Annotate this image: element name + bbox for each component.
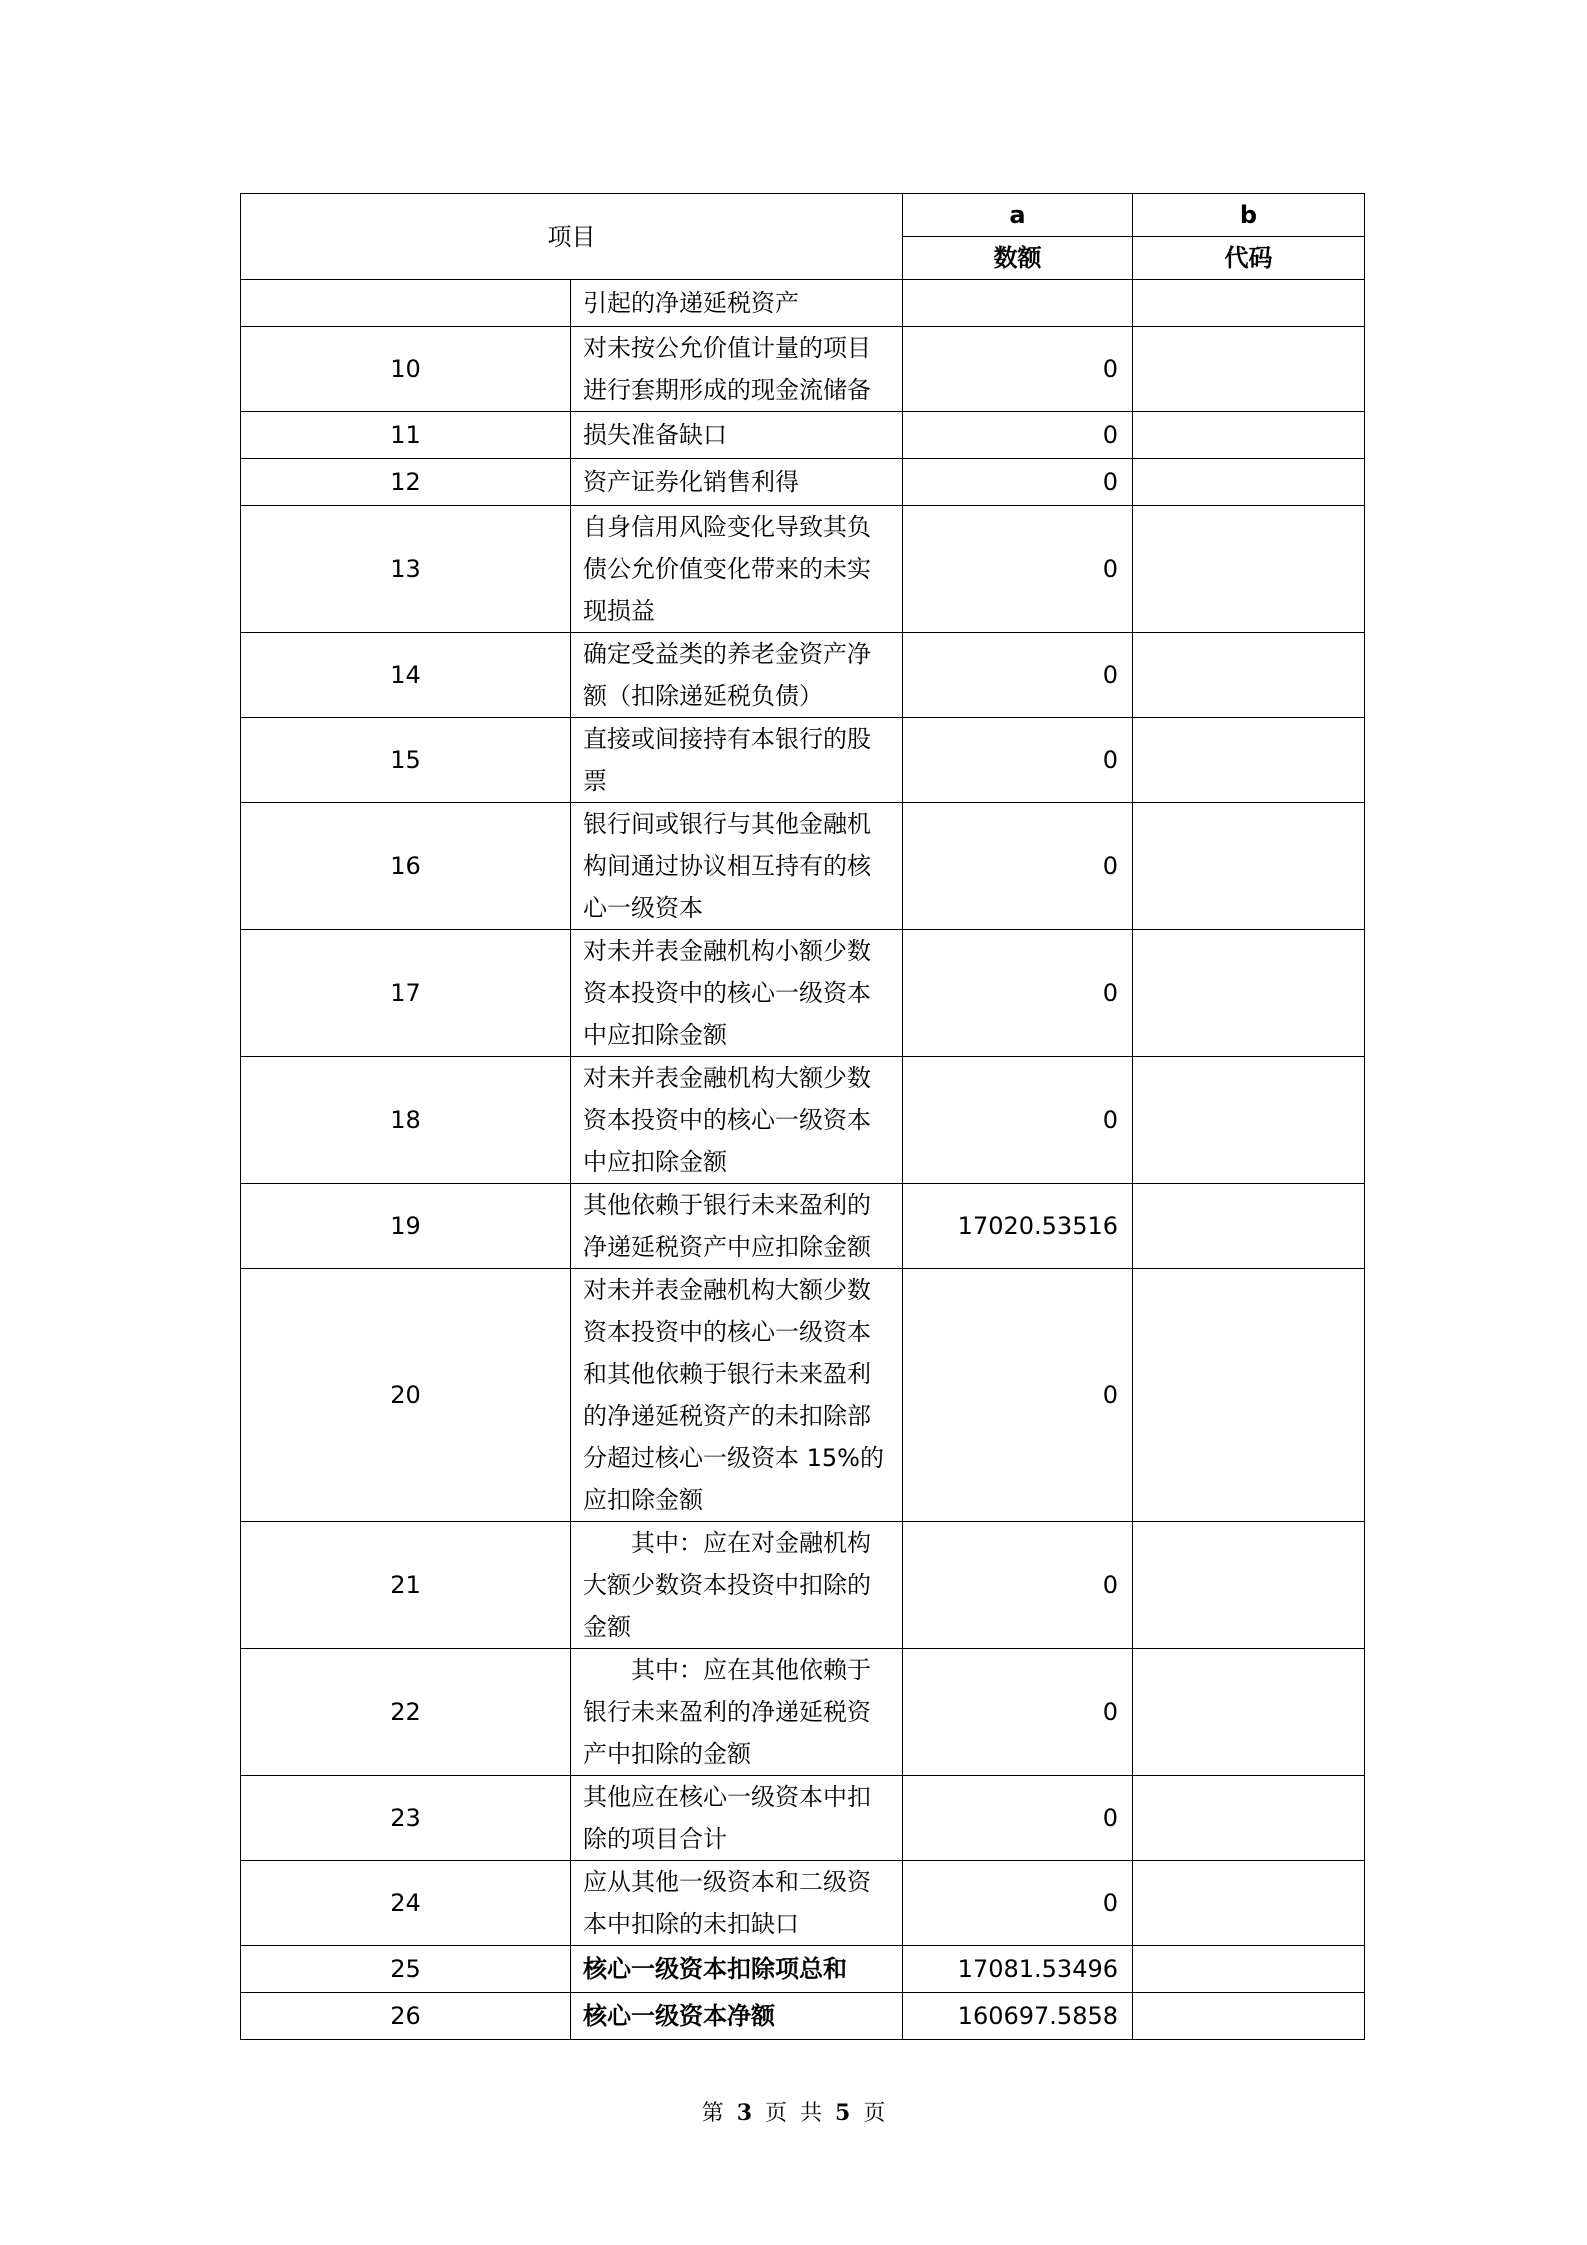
row-code (1133, 1522, 1365, 1649)
row-code (1133, 459, 1365, 506)
row-value: 0 (903, 930, 1133, 1057)
row-value: 0 (903, 459, 1133, 506)
row-label: 银行间或银行与其他金融机构间通过协议相互持有的核心一级资本 (571, 803, 903, 930)
table-row (241, 1861, 1365, 1946)
row-number: 15 (241, 718, 571, 803)
table-row (241, 1946, 1365, 1993)
row-value: 0 (903, 1861, 1133, 1946)
table-row (241, 803, 1365, 930)
row-code (1133, 412, 1365, 459)
table-row (241, 280, 1365, 327)
row-code (1133, 327, 1365, 412)
footer-prefix: 第 (701, 2101, 724, 2126)
row-number: 14 (241, 633, 571, 718)
table-row (241, 633, 1365, 718)
footer-page-number: 3 (736, 2100, 752, 2126)
row-label: 损失准备缺口 (571, 412, 903, 459)
row-value: 0 (903, 327, 1133, 412)
row-code (1133, 633, 1365, 718)
row-label: 对未并表金融机构大额少数资本投资中的核心一级资本和其他依赖于银行未来盈利的净递延税资产的未扣除部分超过核心一级资本 15%的应扣除金额 (571, 1269, 903, 1522)
row-number: 24 (241, 1861, 571, 1946)
row-value: 0 (903, 718, 1133, 803)
row-number: 16 (241, 803, 571, 930)
row-number: 26 (241, 1993, 571, 2040)
row-label: 引起的净递延税资产 (571, 280, 903, 327)
row-label: 其他依赖于银行未来盈利的净递延税资产中应扣除金额 (571, 1184, 903, 1269)
footer-suffix: 页 (863, 2101, 886, 2126)
row-number: 13 (241, 506, 571, 633)
table-row (241, 930, 1365, 1057)
row-code (1133, 1649, 1365, 1776)
row-label: 应从其他一级资本和二级资本中扣除的未扣缺口 (571, 1861, 903, 1946)
table-row (241, 412, 1365, 459)
row-value: 0 (903, 1057, 1133, 1184)
row-label: 对未并表金融机构大额少数资本投资中的核心一级资本中应扣除金额 (571, 1057, 903, 1184)
row-code (1133, 1946, 1365, 1993)
row-code (1133, 930, 1365, 1057)
row-number: 11 (241, 412, 571, 459)
row-value: 0 (903, 803, 1133, 930)
row-label: 自身信用风险变化导致其负债公允价值变化带来的未实现损益 (571, 506, 903, 633)
row-value: 0 (903, 1776, 1133, 1861)
row-number: 10 (241, 327, 571, 412)
row-code (1133, 1184, 1365, 1269)
footer-middle: 页 共 (765, 2101, 822, 2126)
table-row (241, 459, 1365, 506)
row-number: 21 (241, 1522, 571, 1649)
row-code (1133, 1776, 1365, 1861)
row-label: 核心一级资本净额 (571, 1993, 903, 2040)
table-row (241, 718, 1365, 803)
header-col-b-letter: b (1133, 194, 1365, 237)
row-number (241, 280, 571, 327)
row-value: 0 (903, 1269, 1133, 1522)
table-row (241, 1269, 1365, 1522)
row-label: 核心一级资本扣除项总和 (571, 1946, 903, 1993)
row-number: 18 (241, 1057, 571, 1184)
row-label: 资产证券化销售利得 (571, 459, 903, 506)
table-row (241, 1057, 1365, 1184)
table-row (241, 327, 1365, 412)
row-value (903, 280, 1133, 327)
row-value: 160697.5858 (903, 1993, 1133, 2040)
header-item: 项目 (241, 194, 903, 280)
row-code (1133, 1993, 1365, 2040)
header-col-a-letter: a (903, 194, 1133, 237)
row-number: 25 (241, 1946, 571, 1993)
row-label-indented (571, 1649, 903, 1776)
header-col-b-label: 代码 (1133, 237, 1365, 280)
header-col-a-label: 数额 (903, 237, 1133, 280)
row-label: 其中：应在其他依赖于银行未来盈利的净递延税资产中扣除的金额 (583, 1656, 871, 1768)
footer-total-pages: 5 (835, 2100, 851, 2126)
row-number: 19 (241, 1184, 571, 1269)
row-code (1133, 803, 1365, 930)
row-number: 23 (241, 1776, 571, 1861)
row-value: 17020.53516 (903, 1184, 1133, 1269)
row-value: 0 (903, 1522, 1133, 1649)
row-label: 对未按公允价值计量的项目进行套期形成的现金流储备 (571, 327, 903, 412)
table-row (241, 1184, 1365, 1269)
row-label: 确定受益类的养老金资产净额（扣除递延税负债） (571, 633, 903, 718)
row-value: 0 (903, 412, 1133, 459)
row-code (1133, 718, 1365, 803)
row-value: 17081.53496 (903, 1946, 1133, 1993)
row-code (1133, 1057, 1365, 1184)
table-row (241, 1649, 1365, 1776)
row-code (1133, 506, 1365, 633)
row-value: 0 (903, 633, 1133, 718)
row-code (1133, 280, 1365, 327)
row-number: 12 (241, 459, 571, 506)
capital-table (240, 193, 1365, 2040)
table-row (241, 506, 1365, 633)
row-number: 17 (241, 930, 571, 1057)
table-row (241, 1522, 1365, 1649)
table-row (241, 1993, 1365, 2040)
row-value: 0 (903, 1649, 1133, 1776)
row-label-indented (571, 1522, 903, 1649)
row-number: 22 (241, 1649, 571, 1776)
row-label: 其中：应在对金融机构大额少数资本投资中扣除的金额 (583, 1529, 871, 1641)
row-number: 20 (241, 1269, 571, 1522)
row-label: 对未并表金融机构小额少数资本投资中的核心一级资本中应扣除金额 (571, 930, 903, 1057)
row-label: 直接或间接持有本银行的股票 (571, 718, 903, 803)
row-code (1133, 1269, 1365, 1522)
table-row (241, 1776, 1365, 1861)
row-value: 0 (903, 506, 1133, 633)
row-code (1133, 1861, 1365, 1946)
row-label: 其他应在核心一级资本中扣除的项目合计 (571, 1776, 903, 1861)
page-footer (0, 2096, 1587, 2127)
